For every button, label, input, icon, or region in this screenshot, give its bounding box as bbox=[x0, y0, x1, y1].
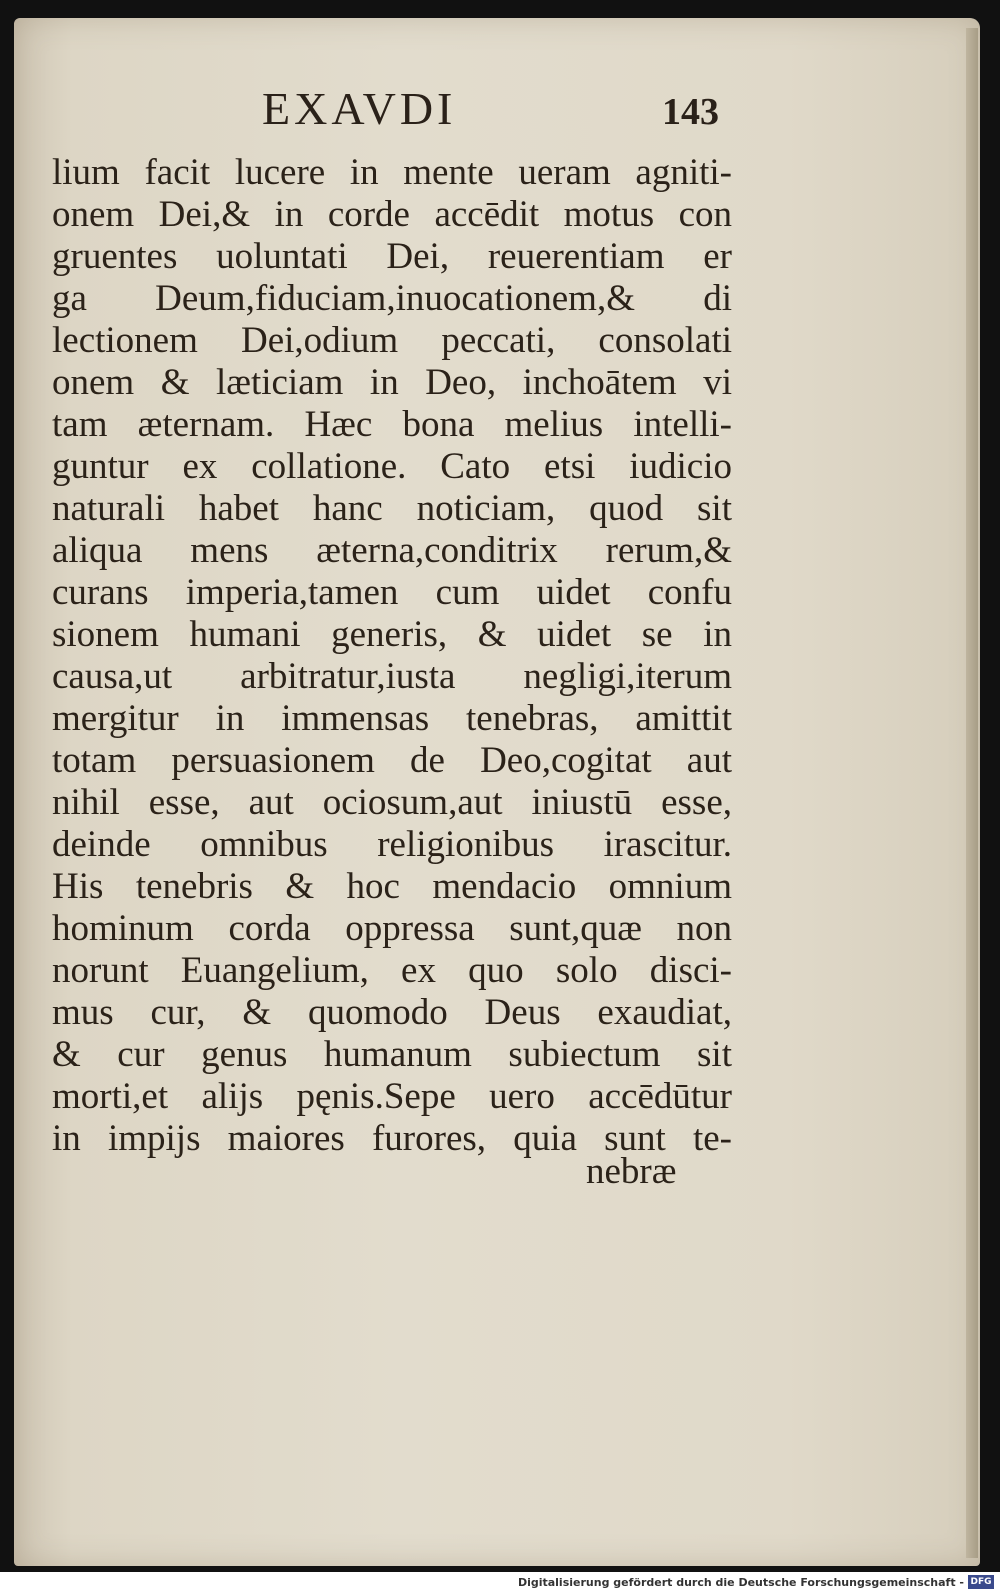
text-line: & cur genus humanum subiectum sit bbox=[52, 1034, 732, 1075]
text-line: mus cur, & quomodo Deus exaudiat, bbox=[52, 992, 732, 1033]
text-line: curans imperia,tamen cum uidet confu bbox=[52, 572, 732, 613]
text-line: His tenebris & hoc mendacio omnium bbox=[52, 866, 732, 907]
text-line: onem Dei,& in corde accēdit motus con bbox=[52, 194, 732, 235]
text-line: morti,et alijs pęnis.Sepe uero accēdūtur bbox=[52, 1076, 732, 1117]
text-line: norunt Euangelium, ex quo solo disci- bbox=[52, 950, 732, 991]
text-line: tam æternam. Hæc bona melius intelli- bbox=[52, 404, 732, 445]
page-edge bbox=[966, 28, 978, 1558]
text-line: causa,ut arbitratur,iusta negligi,iterum bbox=[52, 656, 732, 697]
text-line: guntur ex collatione. Cato etsi iudicio bbox=[52, 446, 732, 487]
body-text bbox=[52, 152, 732, 1160]
text-line: nihil esse, aut ociosum,aut iniustū esse, bbox=[52, 782, 732, 823]
text-line: gruentes uoluntati Dei, reuerentiam er bbox=[52, 236, 732, 277]
text-line: lium facit lucere in mente ueram agniti- bbox=[52, 152, 732, 193]
page-number: 143 bbox=[662, 91, 719, 133]
footer-bar bbox=[0, 1572, 1000, 1596]
digitization-credit: Digitalisierung gefördert durch die Deutsche Forschungsgemeinschaft - bbox=[517, 1576, 964, 1589]
text-line: ga Deum,fiduciam,inuocationem,& di bbox=[52, 278, 732, 319]
catchword: nebræ bbox=[586, 1151, 677, 1192]
text-line: totam persuasionem de Deo,cogitat aut bbox=[52, 740, 732, 781]
text-line: deinde omnibus religionibus irascitur. bbox=[52, 824, 732, 865]
running-head: EXAVDI bbox=[262, 83, 457, 134]
text-line: aliqua mens æterna,conditrix rerum,& bbox=[52, 530, 732, 571]
text-line: naturali habet hanc noticiam, quod sit bbox=[52, 488, 732, 529]
text-line: lectionem Dei,odium peccati, consolati bbox=[52, 320, 732, 361]
page-header bbox=[0, 82, 1000, 142]
text-line: mergitur in immensas tenebras, amittit bbox=[52, 698, 732, 739]
text-line: sionem humani generis, & uidet se in bbox=[52, 614, 732, 655]
text-line: hominum corda oppressa sunt,quæ non bbox=[52, 908, 732, 949]
dfg-logo: DFG bbox=[968, 1575, 994, 1589]
text-line: onem & læticiam in Deo, inchoātem vi bbox=[52, 362, 732, 403]
text-line: in impijs maiores furores, quia sunt te- bbox=[52, 1118, 732, 1159]
